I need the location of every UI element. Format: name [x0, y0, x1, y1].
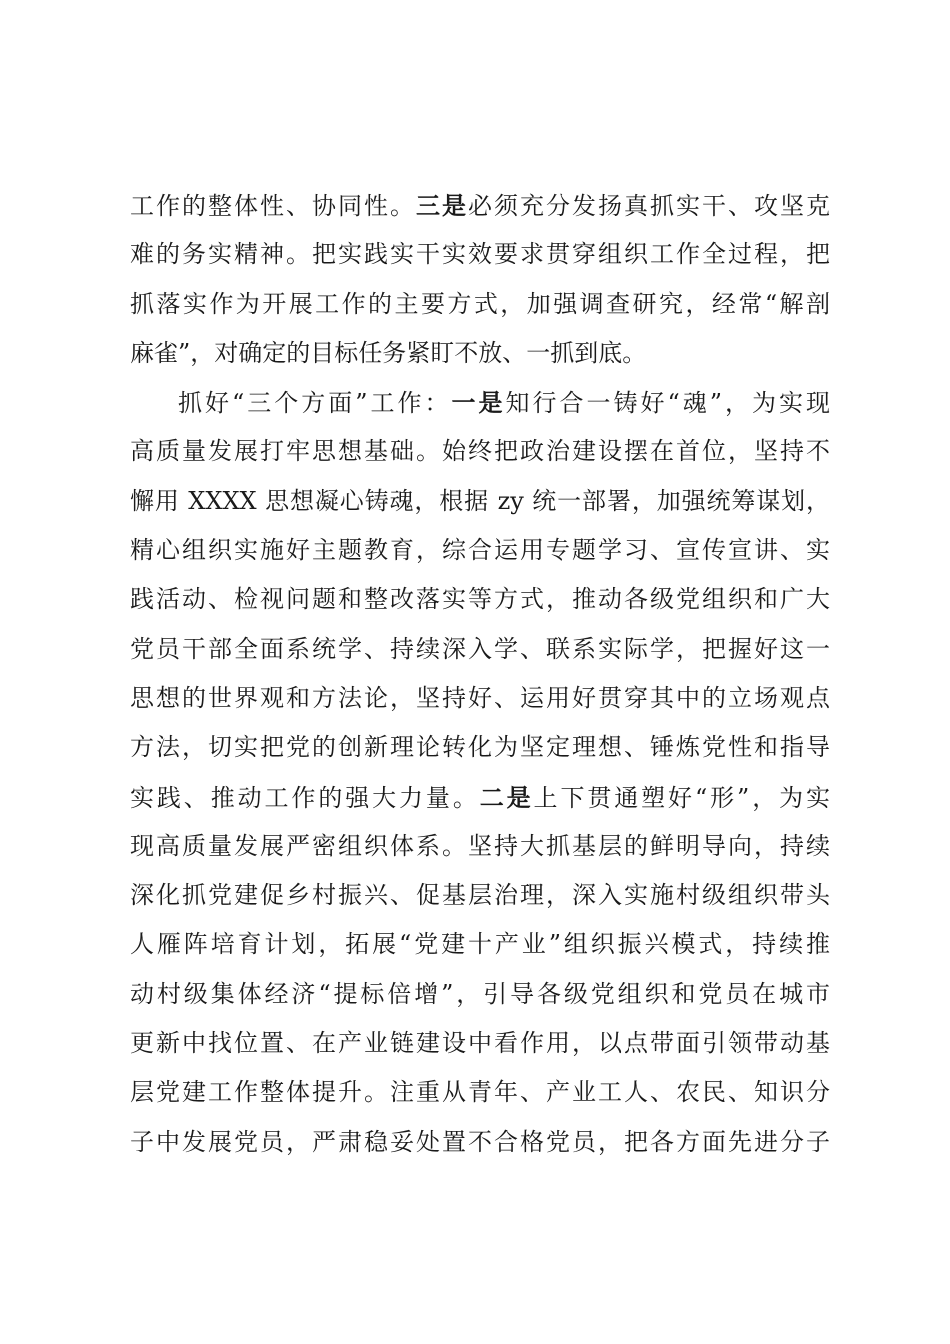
- text-run: 抓好“三个方面”工作：: [178, 389, 452, 418]
- paragraph-1: [130, 181, 830, 378]
- text-line: [130, 181, 830, 230]
- text-line: 高质量发展打牢思想基础。始终把政治建设摆在首位，坚持不: [130, 437, 830, 466]
- text-line: 动村级集体经济“提标倍增”，引导各级党组织和党员在城市: [130, 979, 830, 1008]
- bold-ordinal: 一是: [451, 388, 506, 418]
- text-line: 方法，切实把党的创新理论转化为坚定理想、锤炼党性和指导: [130, 733, 830, 762]
- text-line: 抓落实作为开展工作的主要方式，加强调查研究，经常“解剖: [130, 289, 830, 318]
- text-line: 精心组织实施好主题教育，综合运用专题学习、宣传宣讲、实: [130, 536, 830, 565]
- text-line: 难的务实精神。把实践实干实效要求贯穿组织工作全过程，把: [130, 240, 830, 269]
- text-run: 工作的整体性、协同性。: [130, 192, 416, 220]
- bold-ordinal: 三是: [416, 191, 468, 220]
- text-line: 深化抓党建促乡村振兴、促基层治理，深入实施村级组织带头: [130, 881, 830, 910]
- text-line: 人雁阵培育计划，拓展“党建十产业”组织振兴模式，持续推: [130, 930, 830, 959]
- text-line: 现高质量发展严密组织体系。坚持大抓基层的鲜明导向，持续: [130, 831, 830, 860]
- text-line: 更新中找位置、在产业链建设中看作用，以点带面引领带动基: [130, 1029, 830, 1058]
- text-line: 子中发展党员，严肃稳妥处置不合格党员，把各方面先进分子: [130, 1127, 830, 1156]
- text-line: [130, 378, 830, 427]
- body-text: [130, 181, 830, 1167]
- text-line: [130, 773, 830, 822]
- text-line: 懈用 XXXX 思想凝心铸魂，根据 zy 统一部署，加强统筹谋划，: [130, 486, 830, 515]
- paragraph-2: [130, 378, 830, 1167]
- text-line: 层党建工作整体提升。注重从青年、产业工人、农民、知识分: [130, 1078, 830, 1107]
- text-line: 麻雀”，对确定的目标任务紧盯不放、一抓到底。: [130, 338, 647, 367]
- bold-ordinal: 二是: [479, 782, 534, 812]
- text-run: 知行合一铸好“魂”，为实现: [505, 389, 830, 418]
- text-line: 思想的世界观和方法论，坚持好、运用好贯穿其中的立场观点: [130, 683, 830, 712]
- text-run: 实践、推动工作的强大力量。: [130, 783, 480, 812]
- text-run: 上下贯通塑好“形”，为实: [533, 783, 831, 812]
- text-line: 党员干部全面系统学、持续深入学、联系实际学，把握好这一: [130, 634, 830, 663]
- text-line: 践活动、检视问题和整改落实等方式，推动各级党组织和广大: [130, 585, 830, 614]
- text-run: 必须充分发扬真抓实干、攻坚克: [468, 192, 830, 220]
